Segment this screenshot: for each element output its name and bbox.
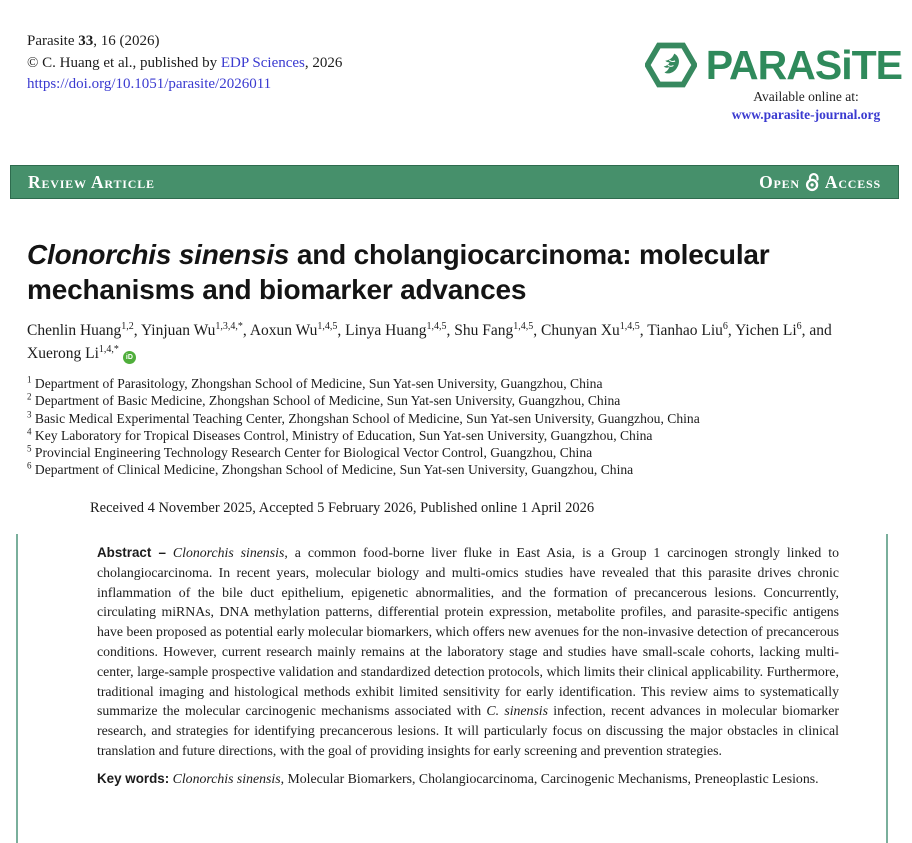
affiliation: $^1$ Department of Parasitology, Zhongshan School of Medicine, Sun Yat-sen University, Guangzhou, China — [27, 374, 603, 391]
doi-link[interactable]: https://doi.org/10.1051/parasite/2026011 — [27, 76, 272, 92]
abstract-text-cont: infection, recent advances in molecular biomarker research, and strategies for identifying precancerous lesions. It will particularly focus on discussing the major obstacles in clinical translation and future directions, with the goal of providing insights for early screening and prevention strategies. — [97, 703, 840, 758]
journal-website-link[interactable]: www.parasite-journal.org — [731, 107, 881, 122]
abstract-box — [16, 534, 888, 843]
author: , Linya Huang$^{1,4,5}$ — [337, 320, 447, 339]
keywords-paragraph — [97, 769, 839, 789]
journal-name: Parasite — [27, 33, 79, 49]
parasite-hexagon-icon — [645, 42, 697, 88]
author: Chenlin Huang$^{1,2}$ — [27, 320, 134, 339]
copyright-text: © C. Huang et al., published by — [27, 54, 221, 71]
author: , Chunyan Xu$^{1,4,5}$ — [533, 320, 640, 339]
abstract-paragraph — [97, 543, 839, 761]
journal-citation — [27, 31, 342, 53]
copyright-year: , 2026 — [304, 54, 343, 71]
title-line1-rest: and cholangiocarcinoma: molecular — [289, 239, 770, 270]
keyword-species-italic: Clonorchis sinensis — [172, 770, 281, 786]
article-type-label: Review Article — [28, 171, 155, 192]
affiliation: $^6$ Department of Clinical Medicine, Zhongshan School of Medicine, Sun Yat-sen University, Guangzhou, China — [27, 460, 634, 478]
abstract-species-italic: Clonorchis sinensis — [172, 545, 285, 560]
author: , and Xuerong $Li^{1,4,*}$ — [27, 322, 832, 362]
keywords-text: , Molecular Biomarkers, Cholangiocarcinoma, Carcinogenic Mechanisms, Preneoplastic Lesions. — [280, 770, 819, 786]
title-line2: mechanisms and biomarker advances — [27, 274, 527, 305]
publisher-link[interactable]: EDP Sciences — [220, 54, 305, 71]
author: , Yinjuan $Wu^{1,3,4,*}$ — [133, 320, 243, 339]
affiliation: $^3$ Basic Medical Experimental Teaching Center, Zhongshan School of Medicine, Sun Yat-sen University, Guangzhou, China — [27, 409, 700, 426]
article-title — [27, 237, 887, 307]
copyright-line — [27, 53, 342, 75]
affiliation: $^5$ Provincial Engineering Technology Research Center for Biological Vector Control, Guangzhou, China — [27, 443, 593, 461]
journal-logo-block — [632, 42, 902, 124]
issue-year: , 16 (2026) — [93, 33, 160, 49]
author: , Aoxun Wu$^{1,4,5}$ — [242, 320, 338, 339]
journal-logo-text: PARASiTE — [705, 42, 902, 88]
affiliation-list — [27, 375, 897, 479]
orcid-icon[interactable]: iD — [123, 351, 136, 364]
available-online-label: Available online at: — [753, 89, 859, 104]
affiliation: $^4$ Key Laboratory for Tropical Diseases Control, Ministry of Education, Sun Yat-sen University, Guangzhou, China — [27, 426, 653, 443]
article-type-banner — [10, 165, 899, 199]
abstract-text: , a common food-borne liver fluke in East Asia, is a Group 1 carcinogen strongly linked to cholangiocarcinoma. In recent years, molecular biology and multi-omics studies have revealed that this parasite drives chronic inflammation of the bile duct epithelium, epigenetic abnormalities, and the formation of precancerous lesions. Concurrently, circulating miRNAs, DNA methylation patterns, differential protein expression, metabolite profiles, and parasite-specific antigens have been proposed as potential early molecular biomarkers, which offers new avenues for the non-invasive detection of precancerous conditions. However, current research mainly remains at the laboratory stage and studies have small-scale cohorts, lacking multi-center, large-sample prospective validation and standardized detection protocols, which limits their clinical applicability. Furthermore, traditional imaging and histological methods exhibit limited sensitivity for early identification. This review aims to systematically summarize the molecular carcinogenic mechanisms associated with — [97, 545, 839, 719]
keywords-label: Key words: — [97, 770, 170, 786]
affiliation: $^2$ Department of Basic Medicine, Zhongshan School of Medicine, Sun Yat-sen University, Guangzhou, China — [27, 391, 621, 409]
open-label: Open — [759, 171, 800, 192]
title-species-italic: Clonorchis sinensis — [27, 239, 290, 270]
article-history: Received 4 November 2025, Accepted 5 February 2026, Published online 1 April 2026 — [90, 500, 595, 516]
author: , Tianhao Liu$^6$ — [639, 320, 728, 339]
citation-block — [27, 31, 342, 96]
abstract-species-abbrev-italic: C. sinensis — [486, 703, 549, 719]
author: , Yichen Li$^6$ — [727, 320, 802, 339]
open-access-lock-icon — [805, 172, 820, 192]
author-list — [27, 319, 885, 365]
abstract-label: Abstract – — [97, 545, 166, 560]
author: , Shu Fang$^{1,4,5}$ — [446, 320, 534, 339]
open-access-badge — [759, 172, 881, 193]
access-label: Access — [824, 171, 881, 192]
volume-number: 33 — [78, 33, 94, 49]
